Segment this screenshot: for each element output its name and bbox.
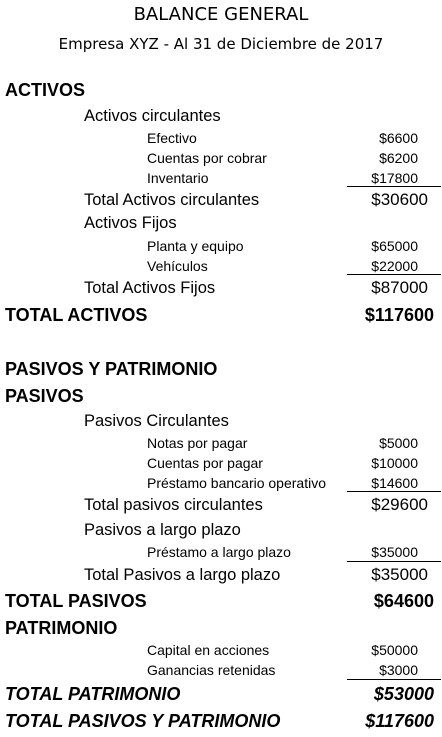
line-item-value: $50000 (371, 642, 418, 658)
line-item-label: Notas por pagar (147, 435, 248, 451)
subtotal-rule (347, 274, 441, 275)
page-title: BALANCE GENERAL (133, 4, 309, 25)
subtotal-label: Total Activos circulantes (84, 191, 260, 209)
line-item-value: $3000 (379, 662, 418, 678)
subtotal-label: Total Pasivos a largo plazo (84, 566, 281, 584)
subtotal-rule (347, 186, 441, 187)
total-activos-value: $117600 (364, 305, 434, 325)
line-item-value: $14600 (371, 475, 418, 491)
subtotal-value: $87000 (371, 278, 428, 297)
line-item-value: $65000 (371, 238, 418, 254)
line-item-value: $17800 (371, 170, 418, 186)
subtotal-rule (347, 679, 441, 680)
total-pasivos-label: TOTAL PASIVOS (5, 591, 147, 611)
subtotal-label: Total Activos Fijos (84, 279, 216, 297)
line-item-label: Cuentas por cobrar (147, 150, 267, 166)
section-heading-patrimonio: PATRIMONIO (5, 618, 118, 638)
line-item-value: $22000 (371, 258, 418, 274)
subsection-pasivos-circulantes: Pasivos Circulantes (84, 412, 229, 430)
subtotal-value: $29600 (371, 495, 428, 514)
total-pasivos-value: $64600 (373, 591, 434, 611)
line-item-label: Préstamo bancario operativo (147, 475, 326, 491)
grand-total-label: TOTAL PASIVOS Y PATRIMONIO (5, 711, 281, 731)
line-item-label: Ganancias retenidas (147, 662, 276, 678)
line-item-value: $5000 (379, 435, 418, 451)
total-patrimonio-label: TOTAL PATRIMONIO (5, 684, 181, 704)
line-item-label: Cuentas por pagar (147, 455, 263, 471)
subtotal-rule (347, 491, 441, 492)
line-item-label: Inventario (147, 170, 209, 186)
subtotal-value: $30600 (371, 190, 428, 209)
subtotal-rule (347, 561, 441, 562)
line-item-label: Planta y equipo (147, 238, 244, 254)
page-subtitle: Empresa XYZ - Al 31 de Diciembre de 2017 (58, 35, 384, 53)
subtotal-value: $35000 (371, 565, 428, 584)
line-item-value: $10000 (371, 455, 418, 471)
section-heading-pasivos: PASIVOS (5, 386, 84, 406)
grand-total-value: $117600 (365, 711, 434, 731)
line-item-value: $6200 (379, 150, 418, 166)
total-patrimonio-value: $53000 (373, 684, 434, 704)
line-item-label: Préstamo a largo plazo (147, 544, 291, 560)
section-heading-pasivos-patrimonio: PASIVOS Y PATRIMONIO (5, 359, 218, 379)
line-item-label: Efectivo (147, 130, 197, 146)
section-heading-activos: ACTIVOS (5, 80, 86, 100)
line-item-value: $35000 (371, 544, 418, 560)
subtotal-label: Total pasivos circulantes (84, 496, 263, 514)
line-item-value: $6600 (379, 130, 418, 146)
subsection-activos-fijos: Activos Fijos (84, 214, 177, 232)
line-item-label: Capital en acciones (147, 642, 270, 658)
line-item-label: Vehículos (147, 258, 208, 274)
subsection-activos-circulantes: Activos circulantes (84, 107, 221, 125)
total-activos-label: TOTAL ACTIVOS (5, 305, 148, 325)
subsection-pasivos-largo-plazo: Pasivos a largo plazo (84, 521, 241, 539)
